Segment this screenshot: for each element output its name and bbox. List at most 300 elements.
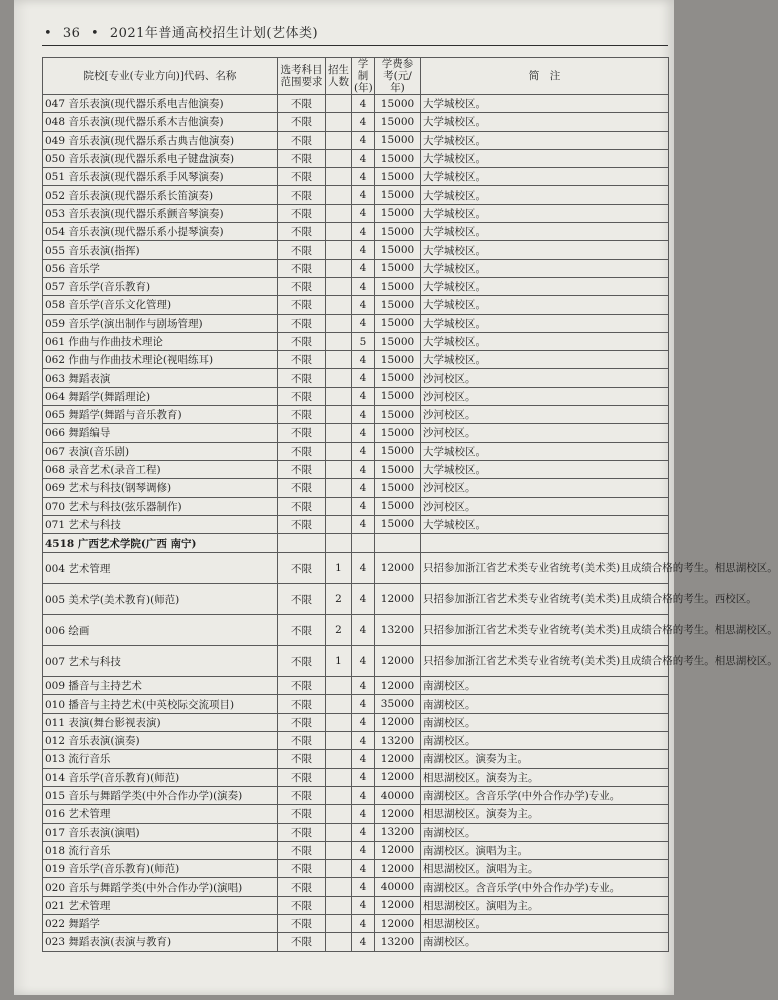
table-row <box>43 805 669 823</box>
cell-note: 大学城校区。 <box>421 314 669 332</box>
cell-note: 大学城校区。 <box>421 277 669 295</box>
enrollment-plan-table <box>42 57 778 952</box>
cell-name: 070 艺术与科技(弦乐器制作) <box>43 497 278 515</box>
book-page <box>14 0 778 995</box>
cell-fee: 15000 <box>375 406 421 424</box>
cell-subject: 不限 <box>278 351 326 369</box>
cell-subject: 不限 <box>278 168 326 186</box>
table-row <box>43 584 669 615</box>
cell-subject: 不限 <box>278 479 326 497</box>
cell-subject: 不限 <box>278 615 326 646</box>
cell-note: 相思湖校区。演唱为主。 <box>421 896 669 914</box>
cell-subject: 不限 <box>278 460 326 478</box>
cell-years: 4 <box>352 296 375 314</box>
cell-note: 大学城校区。 <box>421 241 669 259</box>
col-header-quota: 招生人数 <box>326 58 352 95</box>
cell-note: 南湖校区。 <box>421 732 669 750</box>
cell-quota <box>326 479 352 497</box>
cell-quota: 1 <box>326 646 352 677</box>
cell-years: 4 <box>352 750 375 768</box>
table-row <box>43 515 669 533</box>
empty-cell <box>278 534 326 553</box>
cell-quota <box>326 805 352 823</box>
cell-name: 068 录音艺术(录音工程) <box>43 460 278 478</box>
empty-cell <box>421 534 669 553</box>
cell-fee: 13200 <box>375 732 421 750</box>
cell-subject: 不限 <box>278 387 326 405</box>
cell-years: 4 <box>352 732 375 750</box>
cell-subject: 不限 <box>278 131 326 149</box>
cell-name: 049 音乐表演(现代器乐系古典吉他演奏) <box>43 131 278 149</box>
cell-note: 大学城校区。 <box>421 515 669 533</box>
table-row <box>43 424 669 442</box>
table-row <box>43 204 669 222</box>
cell-years: 4 <box>352 168 375 186</box>
cell-quota <box>326 750 352 768</box>
cell-note: 大学城校区。 <box>421 95 669 113</box>
cell-years: 4 <box>352 615 375 646</box>
cell-subject: 不限 <box>278 149 326 167</box>
cell-quota <box>326 515 352 533</box>
cell-fee: 15000 <box>375 351 421 369</box>
cell-years: 4 <box>352 95 375 113</box>
table-row <box>43 149 669 167</box>
table-row <box>43 615 669 646</box>
table-row <box>43 841 669 859</box>
cell-fee: 12000 <box>375 860 421 878</box>
cell-fee: 15000 <box>375 515 421 533</box>
cell-years: 4 <box>352 713 375 731</box>
cell-years: 4 <box>352 351 375 369</box>
empty-cell <box>352 534 375 553</box>
cell-fee: 35000 <box>375 695 421 713</box>
table-row <box>43 387 669 405</box>
cell-subject: 不限 <box>278 584 326 615</box>
cell-note: 沙河校区。 <box>421 479 669 497</box>
cell-subject: 不限 <box>278 732 326 750</box>
table-row <box>43 460 669 478</box>
cell-quota <box>326 823 352 841</box>
cell-name: 062 作曲与作曲技术理论(视唱练耳) <box>43 351 278 369</box>
table-row <box>43 823 669 841</box>
cell-name: 022 舞蹈学 <box>43 914 278 932</box>
cell-note: 大学城校区。 <box>421 296 669 314</box>
cell-quota: 2 <box>326 615 352 646</box>
table-row <box>43 314 669 332</box>
cell-quota <box>326 149 352 167</box>
cell-fee: 15000 <box>375 186 421 204</box>
cell-note: 大学城校区。 <box>421 460 669 478</box>
table-row <box>43 406 669 424</box>
cell-years: 4 <box>352 553 375 584</box>
cell-years: 4 <box>352 479 375 497</box>
table-row <box>43 896 669 914</box>
cell-subject: 不限 <box>278 186 326 204</box>
cell-note: 只招参加浙江省艺术类专业省统考(美术类)且成绩合格的考生。西校区。 <box>421 584 669 615</box>
cell-subject: 不限 <box>278 860 326 878</box>
cell-note: 南湖校区。 <box>421 677 669 695</box>
cell-name: 069 艺术与科技(钢琴调修) <box>43 479 278 497</box>
cell-fee: 12000 <box>375 553 421 584</box>
cell-years: 4 <box>352 823 375 841</box>
cell-note: 大学城校区。 <box>421 113 669 131</box>
cell-name: 064 舞蹈学(舞蹈理论) <box>43 387 278 405</box>
cell-quota <box>326 497 352 515</box>
col-header-subject: 选考科目范围要求 <box>278 58 326 95</box>
cell-quota <box>326 351 352 369</box>
cell-years: 4 <box>352 515 375 533</box>
cell-fee: 15000 <box>375 113 421 131</box>
cell-subject: 不限 <box>278 406 326 424</box>
cell-note: 相思湖校区。 <box>421 914 669 932</box>
cell-years: 5 <box>352 332 375 350</box>
cell-quota <box>326 314 352 332</box>
cell-quota <box>326 442 352 460</box>
cell-subject: 不限 <box>278 296 326 314</box>
cell-fee: 13200 <box>375 933 421 951</box>
cell-fee: 15000 <box>375 497 421 515</box>
cell-name: 023 舞蹈表演(表演与教育) <box>43 933 278 951</box>
table-row <box>43 369 669 387</box>
cell-subject: 不限 <box>278 646 326 677</box>
cell-note: 南湖校区。含音乐学(中外合作办学)专业。 <box>421 878 669 896</box>
cell-name: 007 艺术与科技 <box>43 646 278 677</box>
cell-fee: 15000 <box>375 296 421 314</box>
cell-subject: 不限 <box>278 259 326 277</box>
cell-name: 018 流行音乐 <box>43 841 278 859</box>
table-row <box>43 677 669 695</box>
cell-fee: 15000 <box>375 314 421 332</box>
cell-years: 4 <box>352 131 375 149</box>
cell-years: 4 <box>352 933 375 951</box>
cell-quota <box>326 878 352 896</box>
cell-quota <box>326 186 352 204</box>
empty-cell <box>375 534 421 553</box>
cell-years: 4 <box>352 277 375 295</box>
cell-fee: 15000 <box>375 149 421 167</box>
cell-fee: 15000 <box>375 168 421 186</box>
cell-quota <box>326 677 352 695</box>
cell-years: 4 <box>352 786 375 804</box>
cell-subject: 不限 <box>278 750 326 768</box>
table-row <box>43 332 669 350</box>
table-row <box>43 553 669 584</box>
cell-quota <box>326 131 352 149</box>
cell-years: 4 <box>352 259 375 277</box>
cell-subject: 不限 <box>278 786 326 804</box>
cell-subject: 不限 <box>278 933 326 951</box>
cell-fee: 40000 <box>375 878 421 896</box>
cell-years: 4 <box>352 584 375 615</box>
cell-fee: 15000 <box>375 460 421 478</box>
cell-quota <box>326 204 352 222</box>
cell-name: 052 音乐表演(现代器乐系长笛演奏) <box>43 186 278 204</box>
cell-fee: 12000 <box>375 646 421 677</box>
table-row <box>43 442 669 460</box>
cell-name: 061 作曲与作曲技术理论 <box>43 332 278 350</box>
cell-subject: 不限 <box>278 497 326 515</box>
cell-years: 4 <box>352 878 375 896</box>
cell-note: 沙河校区。 <box>421 369 669 387</box>
table-row <box>43 933 669 951</box>
cell-subject: 不限 <box>278 277 326 295</box>
cell-note: 只招参加浙江省艺术类专业省统考(美术类)且成绩合格的考生。相思湖校区。 <box>421 615 669 646</box>
cell-name: 055 音乐表演(指挥) <box>43 241 278 259</box>
cell-name: 059 音乐学(演出制作与剧场管理) <box>43 314 278 332</box>
table-body <box>43 95 778 952</box>
cell-subject: 不限 <box>278 369 326 387</box>
cell-name: 016 艺术管理 <box>43 805 278 823</box>
cell-note: 相思湖校区。演奏为主。 <box>421 805 669 823</box>
cell-name: 057 音乐学(音乐教育) <box>43 277 278 295</box>
cell-note: 大学城校区。 <box>421 186 669 204</box>
cell-name: 063 舞蹈表演 <box>43 369 278 387</box>
cell-years: 4 <box>352 369 375 387</box>
cell-note: 南湖校区。 <box>421 933 669 951</box>
cell-note: 南湖校区。 <box>421 695 669 713</box>
cell-fee: 12000 <box>375 841 421 859</box>
cell-name: 006 绘画 <box>43 615 278 646</box>
cell-years: 4 <box>352 497 375 515</box>
cell-note: 大学城校区。 <box>421 168 669 186</box>
cell-fee: 15000 <box>375 95 421 113</box>
cell-subject: 不限 <box>278 713 326 731</box>
cell-quota <box>326 168 352 186</box>
cell-note: 南湖校区。含音乐学(中外合作办学)专业。 <box>421 786 669 804</box>
cell-note: 只招参加浙江省艺术类专业省统考(美术类)且成绩合格的考生。相思湖校区。 <box>421 553 669 584</box>
cell-fee: 15000 <box>375 259 421 277</box>
cell-fee: 15000 <box>375 277 421 295</box>
table-row <box>43 695 669 713</box>
cell-note: 沙河校区。 <box>421 406 669 424</box>
cell-quota <box>326 277 352 295</box>
table-row <box>43 277 669 295</box>
cell-quota <box>326 424 352 442</box>
cell-subject: 不限 <box>278 442 326 460</box>
table-row <box>43 351 669 369</box>
cell-years: 4 <box>352 424 375 442</box>
cell-quota <box>326 241 352 259</box>
cell-name: 004 艺术管理 <box>43 553 278 584</box>
cell-years: 4 <box>352 387 375 405</box>
header-bullet-2: • <box>91 26 100 41</box>
col-header-name: 院校[专业(专业方向)]代码、名称 <box>43 58 278 95</box>
cell-quota <box>326 695 352 713</box>
cell-name: 009 播音与主持艺术 <box>43 677 278 695</box>
cell-name: 013 流行音乐 <box>43 750 278 768</box>
cell-fee: 12000 <box>375 750 421 768</box>
table-row <box>43 296 669 314</box>
cell-subject: 不限 <box>278 204 326 222</box>
running-header <box>44 22 324 41</box>
cell-years: 4 <box>352 646 375 677</box>
cell-fee: 15000 <box>375 479 421 497</box>
cell-quota <box>326 713 352 731</box>
empty-cell <box>326 534 352 553</box>
cell-note: 大学城校区。 <box>421 442 669 460</box>
cell-fee: 15000 <box>375 424 421 442</box>
cell-years: 4 <box>352 241 375 259</box>
cell-name: 056 音乐学 <box>43 259 278 277</box>
cell-subject: 不限 <box>278 805 326 823</box>
table-row <box>43 914 669 932</box>
cell-subject: 不限 <box>278 878 326 896</box>
cell-note: 南湖校区。演唱为主。 <box>421 841 669 859</box>
cell-note: 只招参加浙江省艺术类专业省统考(美术类)且成绩合格的考生。相思湖校区。 <box>421 646 669 677</box>
cell-name: 021 艺术管理 <box>43 896 278 914</box>
cell-fee: 15000 <box>375 332 421 350</box>
cell-note: 大学城校区。 <box>421 131 669 149</box>
page-title: 2021年普通高校招生计划(艺体类) <box>109 26 319 41</box>
cell-note: 大学城校区。 <box>421 223 669 241</box>
cell-name: 047 音乐表演(现代器乐系电吉他演奏) <box>43 95 278 113</box>
cell-years: 4 <box>352 841 375 859</box>
cell-name: 050 音乐表演(现代器乐系电子键盘演奏) <box>43 149 278 167</box>
table-row <box>43 186 669 204</box>
cell-quota <box>326 296 352 314</box>
cell-subject: 不限 <box>278 553 326 584</box>
cell-years: 4 <box>352 914 375 932</box>
cell-quota <box>326 113 352 131</box>
cell-subject: 不限 <box>278 896 326 914</box>
cell-note: 大学城校区。 <box>421 351 669 369</box>
table-row <box>43 497 669 515</box>
cell-fee: 15000 <box>375 223 421 241</box>
cell-name: 020 音乐与舞蹈学类(中外合作办学)(演唱) <box>43 878 278 896</box>
cell-subject: 不限 <box>278 695 326 713</box>
cell-name: 053 音乐表演(现代器乐系颤音琴演奏) <box>43 204 278 222</box>
table-row <box>43 768 669 786</box>
cell-note: 南湖校区。 <box>421 713 669 731</box>
cell-quota <box>326 259 352 277</box>
cell-fee: 15000 <box>375 369 421 387</box>
cell-name: 065 舞蹈学(舞蹈与音乐教育) <box>43 406 278 424</box>
cell-note: 沙河校区。 <box>421 497 669 515</box>
table-header-row <box>43 58 669 95</box>
cell-fee: 15000 <box>375 387 421 405</box>
cell-fee: 13200 <box>375 823 421 841</box>
cell-quota <box>326 768 352 786</box>
table-row <box>43 750 669 768</box>
cell-note: 相思湖校区。演奏为主。 <box>421 768 669 786</box>
cell-years: 4 <box>352 186 375 204</box>
cell-years: 4 <box>352 113 375 131</box>
cell-name: 005 美术学(美术教育)(师范) <box>43 584 278 615</box>
cell-fee: 15000 <box>375 204 421 222</box>
cell-quota <box>326 406 352 424</box>
cell-quota <box>326 95 352 113</box>
cell-name: 048 音乐表演(现代器乐系木吉他演奏) <box>43 113 278 131</box>
header-bullet: • <box>44 26 53 41</box>
cell-name: 015 音乐与舞蹈学类(中外合作办学)(演奏) <box>43 786 278 804</box>
cell-name: 058 音乐学(音乐文化管理) <box>43 296 278 314</box>
cell-subject: 不限 <box>278 314 326 332</box>
cell-fee: 12000 <box>375 677 421 695</box>
table-row <box>43 860 669 878</box>
col-header-fee: 学费参考(元/年) <box>375 58 421 95</box>
table-row <box>43 168 669 186</box>
cell-subject: 不限 <box>278 424 326 442</box>
table-row <box>43 131 669 149</box>
cell-quota <box>326 841 352 859</box>
table-row <box>43 479 669 497</box>
institution-row <box>43 534 669 553</box>
cell-subject: 不限 <box>278 768 326 786</box>
table-row <box>43 713 669 731</box>
table-row <box>43 646 669 677</box>
cell-years: 4 <box>352 695 375 713</box>
cell-years: 4 <box>352 442 375 460</box>
cell-years: 4 <box>352 677 375 695</box>
cell-quota <box>326 223 352 241</box>
cell-name: 019 音乐学(音乐教育)(师范) <box>43 860 278 878</box>
cell-subject: 不限 <box>278 223 326 241</box>
cell-note: 大学城校区。 <box>421 204 669 222</box>
cell-name: 071 艺术与科技 <box>43 515 278 533</box>
cell-subject: 不限 <box>278 823 326 841</box>
cell-quota <box>326 933 352 951</box>
table-row <box>43 732 669 750</box>
cell-fee: 13200 <box>375 615 421 646</box>
table-row <box>43 95 669 113</box>
cell-fee: 15000 <box>375 442 421 460</box>
cell-note: 沙河校区。 <box>421 424 669 442</box>
cell-fee: 12000 <box>375 768 421 786</box>
cell-quota: 2 <box>326 584 352 615</box>
cell-fee: 12000 <box>375 805 421 823</box>
cell-note: 大学城校区。 <box>421 259 669 277</box>
cell-name: 012 音乐表演(演奏) <box>43 732 278 750</box>
cell-fee: 15000 <box>375 131 421 149</box>
page-number: 36 <box>62 26 81 41</box>
cell-fee: 15000 <box>375 241 421 259</box>
table-row <box>43 113 669 131</box>
cell-subject: 不限 <box>278 914 326 932</box>
cell-note: 大学城校区。 <box>421 332 669 350</box>
cell-name: 014 音乐学(音乐教育)(师范) <box>43 768 278 786</box>
cell-note: 南湖校区。 <box>421 823 669 841</box>
table-row <box>43 786 669 804</box>
cell-name: 067 表演(音乐剧) <box>43 442 278 460</box>
cell-quota <box>326 387 352 405</box>
cell-quota <box>326 860 352 878</box>
cell-years: 4 <box>352 149 375 167</box>
cell-subject: 不限 <box>278 677 326 695</box>
col-header-note: 简 注 <box>421 58 669 95</box>
cell-subject: 不限 <box>278 241 326 259</box>
cell-years: 4 <box>352 223 375 241</box>
cell-name: 011 表演(舞台影视表演) <box>43 713 278 731</box>
cell-quota <box>326 369 352 387</box>
cell-years: 4 <box>352 204 375 222</box>
cell-years: 4 <box>352 860 375 878</box>
cell-note: 沙河校区。 <box>421 387 669 405</box>
cell-fee: 12000 <box>375 914 421 932</box>
cell-fee: 12000 <box>375 713 421 731</box>
table-row <box>43 878 669 896</box>
cell-subject: 不限 <box>278 515 326 533</box>
cell-years: 4 <box>352 768 375 786</box>
cell-subject: 不限 <box>278 841 326 859</box>
cell-quota <box>326 732 352 750</box>
cell-years: 4 <box>352 406 375 424</box>
col-header-years: 学制(年) <box>352 58 375 95</box>
cell-quota: 1 <box>326 553 352 584</box>
cell-name: 017 音乐表演(演唱) <box>43 823 278 841</box>
cell-quota <box>326 896 352 914</box>
cell-fee: 12000 <box>375 584 421 615</box>
cell-quota <box>326 332 352 350</box>
